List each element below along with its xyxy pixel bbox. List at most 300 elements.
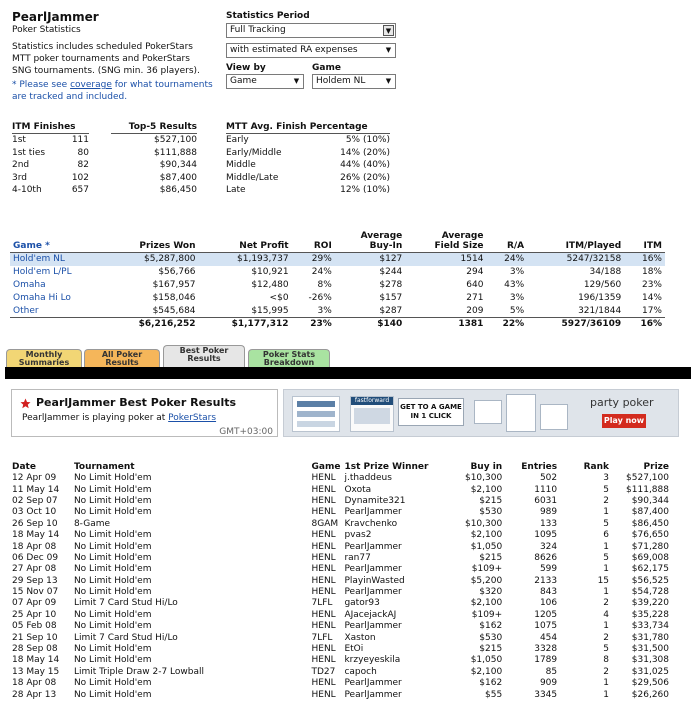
- total-cell-itm_played: 5927/36109: [527, 318, 624, 331]
- result-buy-in: $1,050: [470, 655, 503, 666]
- avg-finish-value: 26% (20%): [340, 172, 390, 183]
- result-rank: 1: [603, 621, 610, 632]
- col-date: Date: [12, 461, 36, 472]
- result-prize: $31,780: [631, 632, 669, 643]
- period-label: Statistics Period: [226, 11, 310, 21]
- avg-finish-label: Early: [226, 135, 249, 145]
- result-rank: 1: [603, 541, 610, 552]
- result-winner: Kravchenko: [344, 518, 398, 529]
- best-results-header: [11, 389, 278, 437]
- game-cell-field: 294: [466, 267, 484, 277]
- tab-best-poker[interactable]: [163, 345, 245, 367]
- result-tournament: Limit 7 Card Stud Hi/Lo: [73, 632, 178, 643]
- top5-list: [111, 135, 197, 198]
- result-game-code: HENL: [311, 621, 336, 632]
- game-name-link[interactable]: [10, 305, 106, 318]
- result-prize: $39,220: [631, 598, 669, 609]
- result-tournament: No Limit Hold'em: [73, 621, 152, 632]
- result-game-code: 8GAM: [311, 518, 339, 529]
- game-cell-roi: 24%: [311, 267, 332, 277]
- avg-finish-row: [226, 135, 390, 148]
- game-cell-itm_played: 129/560: [583, 280, 622, 290]
- itm-row: [12, 160, 89, 173]
- result-buy-in: $2,100: [470, 484, 503, 495]
- result-entries: 106: [539, 598, 558, 609]
- result-tournament: No Limit Hold'em: [73, 507, 152, 518]
- result-entries: 3345: [534, 689, 558, 700]
- game-cell-buyin: $278: [379, 280, 403, 290]
- avg-finish-label: Middle/Late: [226, 172, 279, 183]
- result-tournament: No Limit Hold'em: [73, 552, 152, 563]
- col-itm-played: ITM/Played: [527, 230, 624, 253]
- result-buy-in: $2,100: [470, 598, 503, 609]
- result-entries: 8626: [534, 552, 558, 563]
- total-cell-ra: 22%: [486, 318, 527, 331]
- col-buyin: Average Buy-In: [335, 230, 405, 253]
- game-cell-field: 640: [466, 280, 484, 290]
- viewby-select[interactable]: [226, 74, 304, 89]
- result-tournament: No Limit Hold'em: [73, 484, 152, 495]
- col-roi: ROI: [292, 230, 335, 253]
- result-date: 27 Apr 08: [12, 564, 57, 575]
- result-entries: 454: [539, 632, 558, 643]
- itm-row: [12, 148, 89, 161]
- result-date: 13 May 15: [12, 666, 60, 677]
- tab-line-2: Breakdown: [263, 358, 315, 367]
- result-prize: $62,175: [631, 564, 669, 575]
- avg-finish-value: 44% (40%): [340, 160, 390, 171]
- col-prize: Prize: [643, 461, 669, 472]
- itm-row-value: 102: [71, 172, 89, 183]
- game-cell-prizes: $158,046: [152, 293, 196, 303]
- best-results-table: [10, 460, 671, 701]
- result-tournament: No Limit Hold'em: [73, 609, 152, 620]
- result-rank: 2: [603, 495, 610, 506]
- result-row: [10, 576, 671, 587]
- result-buy-in: $55: [485, 689, 503, 700]
- game-cell-field: 1514: [405, 253, 486, 266]
- result-entries: 133: [539, 518, 558, 529]
- result-row: [10, 621, 671, 632]
- result-entries: 324: [539, 541, 558, 552]
- result-game-code: HENL: [311, 609, 336, 620]
- result-entries: 502: [539, 473, 558, 484]
- avg-finish-label: Early/Middle: [226, 147, 282, 158]
- partypoker-ad-banner[interactable]: [283, 389, 679, 437]
- result-game-code: 7LFL: [311, 632, 333, 643]
- result-winner: PearlJammer: [344, 689, 402, 700]
- result-buy-in: $162: [479, 678, 503, 689]
- result-row: [10, 678, 671, 689]
- itm-row: [12, 173, 89, 186]
- result-date: 26 Sep 10: [12, 518, 58, 529]
- result-rank: 8: [603, 655, 610, 666]
- result-row: [10, 519, 671, 530]
- result-game-code: 7LFL: [311, 598, 333, 609]
- col-winner: 1st Prize Winner: [344, 461, 429, 472]
- top5-value: $87,400: [159, 172, 197, 183]
- game-select-value: Holdem NL: [316, 76, 366, 86]
- itm-row-label: 4-10th: [12, 185, 42, 196]
- col-tournament: Tournament: [73, 461, 135, 472]
- total-cell-buyin: $140: [335, 318, 405, 331]
- itm-row: [12, 135, 89, 148]
- avg-finish-value: 12% (10%): [340, 185, 390, 196]
- result-rank: 1: [603, 678, 610, 689]
- result-buy-in: $215: [479, 495, 503, 506]
- avg-finish-row: [226, 160, 390, 173]
- result-date: 15 Nov 07: [12, 587, 59, 598]
- result-winner: AJacejackAJ: [344, 609, 397, 620]
- result-prize: $31,308: [631, 655, 669, 666]
- tab-bar-divider: [5, 367, 691, 379]
- ra-select-value: with estimated RA expenses: [230, 45, 358, 55]
- result-game-code: HENL: [311, 575, 336, 586]
- result-buy-in: $10,300: [464, 518, 503, 529]
- result-prize: $31,025: [631, 666, 669, 677]
- result-date: 12 Apr 09: [12, 473, 57, 484]
- result-winner: gator93: [344, 598, 380, 609]
- result-tournament: No Limit Hold'em: [73, 541, 152, 552]
- result-date: 21 Sep 10: [12, 632, 58, 643]
- game-cell-field: 209: [466, 305, 484, 316]
- itm-finishes-list: [12, 135, 89, 198]
- game-select[interactable]: [312, 74, 396, 89]
- result-prize: $54,728: [631, 587, 669, 598]
- game-cell-prizes: $56,766: [158, 267, 196, 277]
- result-buy-in: $215: [479, 552, 503, 563]
- total-blank: [10, 318, 106, 331]
- result-row: [10, 598, 671, 609]
- result-buy-in: $1,050: [470, 541, 503, 552]
- playing-at-text: PearlJammer is playing poker at PokerStars: [22, 413, 217, 423]
- result-date: 07 Apr 09: [12, 598, 57, 609]
- col-game-code: Game: [311, 461, 341, 472]
- result-tournament: Limit Triple Draw 2-7 Lowball: [73, 666, 204, 677]
- result-tournament: Limit 7 Card Stud Hi/Lo: [73, 598, 178, 609]
- game-row[interactable]: [10, 305, 665, 318]
- tab-line-1: Monthly: [25, 350, 63, 359]
- itm-row-label: 3rd: [12, 172, 27, 183]
- top5-value: $90,344: [159, 160, 197, 171]
- result-prize: $527,100: [626, 473, 669, 484]
- page-subtitle: Poker Statistics: [12, 25, 81, 35]
- game-label: Game: [312, 63, 341, 73]
- game-cell-buyin: $157: [379, 293, 403, 303]
- result-date: 28 Apr 13: [12, 689, 57, 700]
- result-prize: $35,228: [631, 609, 669, 620]
- avg-finish-list: [226, 135, 390, 198]
- result-game-code: HENL: [311, 644, 336, 655]
- result-winner: j.thaddeus: [344, 473, 392, 484]
- game-cell-ra: 24%: [486, 253, 527, 266]
- result-game-code: HENL: [311, 689, 336, 700]
- result-date: 03 Oct 10: [12, 507, 57, 518]
- result-game-code: HENL: [311, 564, 336, 575]
- game-name-link[interactable]: [10, 266, 106, 279]
- game-cell-prizes: $545,684: [152, 305, 196, 316]
- total-cell-prizes: $6,216,252: [106, 318, 199, 331]
- game-name-link[interactable]: [10, 279, 106, 292]
- result-buy-in: $2,100: [470, 530, 503, 541]
- result-prize: $29,506: [631, 678, 669, 689]
- result-winner: EtOi: [344, 644, 364, 655]
- game-cell-profit: <$0: [269, 293, 289, 303]
- stats-description: Statistics includes scheduled PokerStars MTT poker tournaments and PokerStars SNG tournaments. (SNG min. 36 players).: [12, 42, 200, 76]
- chevron-down-icon: ▼: [385, 77, 392, 85]
- result-game-code: HENL: [311, 552, 336, 563]
- game-cell-buyin: $244: [379, 267, 403, 277]
- result-tournament: No Limit Hold'em: [73, 495, 152, 506]
- result-row: [10, 541, 671, 552]
- result-date: 18 May 14: [12, 655, 60, 666]
- tab-line-2: Results: [187, 354, 221, 363]
- avg-finish-row: [226, 148, 390, 161]
- result-prize: $33,734: [631, 621, 669, 632]
- result-tournament: No Limit Hold'em: [73, 655, 152, 666]
- col-buy-in: Buy in: [470, 461, 503, 472]
- play-now-button[interactable]: Play now: [602, 414, 646, 428]
- result-entries: 85: [545, 666, 558, 677]
- result-date: 18 Apr 08: [12, 678, 57, 689]
- result-entries: 843: [539, 587, 558, 598]
- itm-finishes-title: ITM Finishes: [12, 122, 89, 134]
- result-entries: 1789: [534, 655, 558, 666]
- result-row: [10, 564, 671, 575]
- tab-line-2: Summaries: [18, 358, 70, 367]
- total-cell-roi: 23%: [292, 318, 335, 331]
- game-cell-itm_played: 196/1359: [578, 293, 622, 303]
- result-game-code: HENL: [311, 484, 336, 495]
- result-date: 29 Sep 13: [12, 575, 58, 586]
- result-row: [10, 587, 671, 598]
- chevron-down-icon: ▼: [385, 46, 392, 54]
- chevron-down-icon: ▼: [383, 25, 394, 36]
- result-row: [10, 689, 671, 700]
- result-prize: $69,008: [631, 552, 669, 563]
- result-rank: 2: [603, 666, 610, 677]
- partypoker-logo: party poker: [590, 396, 654, 409]
- result-prize: $86,450: [631, 518, 669, 529]
- coverage-link[interactable]: coverage: [70, 80, 112, 90]
- game-cell-itm_played: 321/1844: [578, 305, 622, 316]
- result-winner: PearlJammer: [344, 678, 402, 689]
- result-rank: 4: [603, 609, 610, 620]
- result-entries: 599: [539, 564, 558, 575]
- tab-line-1: All Poker: [101, 350, 143, 359]
- result-rank: 1: [603, 507, 610, 518]
- result-tournament: No Limit Hold'em: [73, 689, 152, 700]
- result-rank: 1: [603, 564, 610, 575]
- result-row: [10, 496, 671, 507]
- game-cell-profit: $10,921: [251, 267, 289, 277]
- game-cell-roi: -26%: [308, 293, 332, 303]
- result-row: [10, 610, 671, 621]
- tab-line-1: Best Poker: [179, 346, 229, 355]
- result-winner: krzyeyeskila: [344, 655, 401, 666]
- result-buy-in: $162: [479, 621, 503, 632]
- result-prize: $26,260: [631, 689, 669, 700]
- viewby-select-value: Game: [230, 76, 257, 86]
- result-game-code: HENL: [311, 507, 336, 518]
- result-row: [10, 484, 671, 495]
- result-prize: $56,525: [631, 575, 669, 586]
- game-cell-itm_played: 5247/32158: [527, 253, 624, 266]
- game-cell-profit: $1,193,737: [199, 253, 292, 266]
- itm-row-label: 1st ties: [12, 147, 46, 158]
- game-row[interactable]: [10, 266, 665, 279]
- tab-all-poker[interactable]: [84, 349, 160, 367]
- result-row: [10, 507, 671, 518]
- game-name[interactable]: Other: [13, 305, 39, 316]
- col-game[interactable]: Game *: [10, 230, 106, 253]
- top5-value: $111,888: [154, 147, 197, 158]
- result-winner: PearlJammer: [344, 541, 402, 552]
- result-prize: $90,344: [631, 495, 669, 506]
- itm-row-label: 1st: [12, 135, 26, 145]
- result-entries: 1110: [534, 484, 558, 495]
- result-date: 05 Feb 08: [12, 621, 57, 632]
- result-date: 02 Sep 07: [12, 495, 58, 506]
- result-entries: 1075: [534, 621, 558, 632]
- result-rank: 1: [603, 689, 610, 700]
- result-date: 28 Sep 08: [12, 644, 58, 655]
- total-cell-profit: $1,177,312: [199, 318, 292, 331]
- top5-title: Top-5 Results: [111, 122, 197, 134]
- game-name[interactable]: Omaha Hi Lo: [13, 293, 71, 303]
- game-cell-prizes: $5,287,800: [106, 253, 199, 266]
- result-rank: 15: [597, 575, 610, 586]
- result-game-code: HENL: [311, 541, 336, 552]
- result-buy-in: $215: [479, 644, 503, 655]
- game-cell-ra: 3%: [509, 293, 525, 303]
- result-buy-in: $109+: [471, 564, 503, 575]
- top5-value: $86,450: [159, 185, 197, 196]
- result-winner: Dynamite321: [344, 495, 406, 506]
- col-itm: ITM: [624, 230, 665, 253]
- result-buy-in: $2,100: [470, 666, 503, 677]
- result-game-code: HENL: [311, 587, 336, 598]
- result-prize: $71,280: [631, 541, 669, 552]
- itm-row-label: 2nd: [12, 160, 30, 171]
- result-winner: pvas2: [344, 530, 372, 541]
- result-row: [10, 632, 671, 643]
- game-cell-itm_played: 34/188: [589, 267, 622, 277]
- result-entries: 909: [539, 678, 558, 689]
- avg-finish-value: 5% (10%): [345, 135, 390, 145]
- game-name-link[interactable]: [10, 253, 106, 266]
- game-name[interactable]: Hold'em NL: [13, 254, 65, 265]
- note-prefix: * Please see: [12, 80, 68, 90]
- tab-line-2: Results: [105, 358, 139, 367]
- result-buy-in: $530: [479, 507, 503, 518]
- result-row: [10, 644, 671, 655]
- result-row: [10, 553, 671, 564]
- period-select[interactable]: [226, 23, 396, 38]
- result-rank: 5: [603, 518, 610, 529]
- result-winner: PearlJammer: [344, 587, 402, 598]
- game-name[interactable]: Hold'em L/PL: [13, 267, 72, 277]
- period-select-value: Full Tracking: [230, 25, 286, 35]
- pokerstars-link[interactable]: PokerStars: [168, 413, 217, 423]
- result-prize: $31,500: [631, 644, 669, 655]
- result-winner: capoch: [344, 666, 377, 677]
- game-total-row: [10, 318, 665, 331]
- itm-row-value: 82: [77, 160, 89, 171]
- game-cell-prizes: $167,957: [152, 280, 196, 290]
- chevron-down-icon: ▼: [293, 77, 300, 85]
- result-entries: 1205: [534, 609, 558, 620]
- tab-monthly[interactable]: [6, 349, 82, 367]
- result-rank: 2: [603, 598, 610, 609]
- result-buy-in: $10,300: [464, 473, 503, 484]
- ra-expenses-select[interactable]: [226, 43, 396, 58]
- game-cell-buyin: $287: [379, 305, 403, 316]
- result-rank: 5: [603, 552, 610, 563]
- result-tournament: No Limit Hold'em: [73, 644, 152, 655]
- result-buy-in: $530: [479, 632, 503, 643]
- game-row[interactable]: [10, 253, 665, 266]
- result-rank: 5: [603, 484, 610, 495]
- ad-fastforward-label: fastforward: [351, 397, 393, 405]
- result-row: [10, 655, 671, 666]
- ad-fastforward-window: [350, 396, 394, 432]
- result-buy-in: $320: [479, 587, 503, 598]
- result-winner: PearlJammer: [344, 621, 402, 632]
- game-cell-buyin: $127: [335, 253, 405, 266]
- best-results-title: PearlJammer Best Poker Results: [36, 396, 237, 409]
- top5-value: $527,100: [154, 135, 197, 145]
- avg-finish-label: Middle: [226, 160, 256, 171]
- result-prize: $111,888: [626, 484, 669, 495]
- game-row[interactable]: [10, 279, 665, 292]
- avg-finish-row: [226, 185, 390, 198]
- result-date: 11 May 14: [12, 484, 60, 495]
- avg-finish-title: MTT Avg. Finish Percentage: [226, 122, 390, 134]
- result-rank: 5: [603, 644, 610, 655]
- result-date: 25 Apr 10: [12, 609, 57, 620]
- result-rank: 6: [603, 530, 610, 541]
- result-date: 06 Dec 09: [12, 552, 59, 563]
- game-cell-itm: 16%: [624, 253, 665, 266]
- result-prize: $87,400: [631, 507, 669, 518]
- itm-row-value: 657: [71, 185, 89, 196]
- result-game-code: HENL: [311, 530, 336, 541]
- avg-finish-label: Late: [226, 185, 246, 196]
- result-tournament: No Limit Hold'em: [73, 530, 152, 541]
- result-winner: ran77: [344, 552, 371, 563]
- tab-poker-stats[interactable]: [248, 349, 330, 367]
- result-prize: $76,650: [631, 530, 669, 541]
- col-rank: Rank: [583, 461, 610, 472]
- result-row: [10, 667, 671, 678]
- game-name-link[interactable]: [10, 292, 106, 305]
- game-cell-roi: 3%: [317, 305, 332, 316]
- game-row[interactable]: [10, 292, 665, 305]
- game-cell-itm: 18%: [641, 267, 662, 277]
- result-game-code: HENL: [311, 495, 336, 506]
- tab-line-1: Poker Stats: [262, 350, 316, 359]
- result-date: 18 Apr 08: [12, 541, 57, 552]
- result-entries: 3328: [534, 644, 558, 655]
- game-cell-itm: 17%: [641, 305, 662, 316]
- game-cell-itm: 23%: [641, 280, 662, 290]
- ad-headline: GET TO A GAME IN 1 CLICK: [398, 398, 464, 426]
- result-rank: 2: [603, 632, 610, 643]
- result-tournament: 8-Game: [73, 518, 111, 529]
- game-cell-profit: $12,480: [251, 280, 289, 290]
- game-name[interactable]: Omaha: [13, 280, 46, 290]
